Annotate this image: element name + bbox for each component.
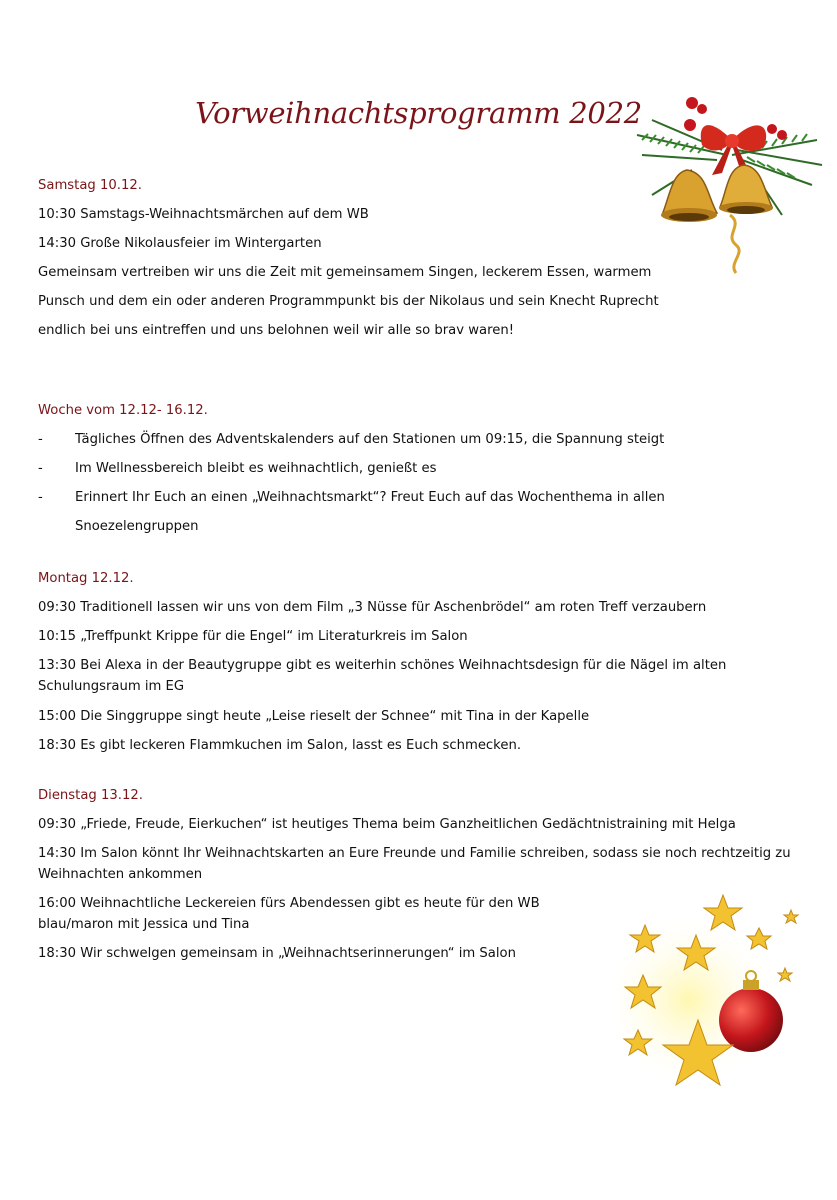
list-item: Im Wellnessbereich bleibt es weihnachtlich, genießt es	[75, 461, 437, 476]
page-title: Vorweihnachtsprogramm 2022	[195, 96, 642, 130]
list-item: 10:30 Samstags-Weihnachtsmärchen auf dem WB	[38, 207, 369, 222]
list-item: 18:30 Es gibt leckeren Flammkuchen im Salon, lasst es Euch schmecken.	[38, 738, 522, 753]
bullet-dash: -	[38, 461, 43, 476]
section-heading-week: Woche vom 12.12- 16.12.	[38, 403, 208, 418]
bullet-dash: -	[38, 432, 43, 447]
list-item: Tägliches Öffnen des Adventskalenders auf den Stationen um 09:15, die Spannung steigt	[75, 432, 665, 447]
list-item: blau/maron mit Jessica und Tina	[38, 917, 250, 932]
bullet-dash: -	[38, 490, 43, 505]
list-item: 18:30 Wir schwelgen gemeinsam in „Weihnachtserinnerungen“ im Salon	[38, 946, 516, 961]
list-item: 10:15 „Treffpunkt Krippe für die Engel“ im Literaturkreis im Salon	[38, 629, 468, 644]
list-item: Gemeinsam vertreiben wir uns die Zeit mit gemeinsamem Singen, leckerem Essen, warmem	[38, 265, 652, 280]
section-heading-saturday: Samstag 10.12.	[38, 178, 142, 193]
list-item: Schulungsraum im EG	[38, 679, 185, 694]
list-item: 09:30 „Friede, Freude, Eierkuchen“ ist heutiges Thema beim Ganzheitlichen Gedächtnistraining mit Helga	[38, 817, 736, 832]
list-item: 13:30 Bei Alexa in der Beautygruppe gibt es weiterhin schönes Weihnachtsdesign für die Nägel im alten	[38, 658, 727, 673]
list-item: Snoezelengruppen	[75, 519, 199, 534]
list-item: endlich bei uns eintreffen und uns belohnen weil wir alle so brav waren!	[38, 323, 514, 338]
list-item: 14:30 Im Salon könnt Ihr Weihnachtskarten an Eure Freunde und Familie schreiben, sodass sie noch rechtzeitig zu	[38, 846, 791, 861]
list-item: 09:30 Traditionell lassen wir uns von dem Film „3 Nüsse für Aschenbrödel“ am roten Treff verzaubern	[38, 600, 707, 615]
section-heading-monday: Montag 12.12.	[38, 571, 134, 586]
christmas-ornament-stars-icon	[613, 890, 818, 1105]
christmas-bells-icon	[632, 95, 827, 280]
list-item: Punsch und dem ein oder anderen Programmpunkt bis der Nikolaus und sein Knecht Ruprecht	[38, 294, 659, 309]
list-item: 16:00 Weihnachtliche Leckereien fürs Abendessen gibt es heute für den WB	[38, 896, 540, 911]
list-item: Erinnert Ihr Euch an einen „Weihnachtsmarkt“? Freut Euch auf das Wochenthema in allen	[75, 490, 665, 505]
list-item: 15:00 Die Singgruppe singt heute „Leise rieselt der Schnee“ mit Tina in der Kapelle	[38, 709, 590, 724]
list-item: 14:30 Große Nikolausfeier im Wintergarten	[38, 236, 322, 251]
section-heading-tuesday: Dienstag 13.12.	[38, 788, 143, 803]
list-item: Weihnachten ankommen	[38, 867, 203, 882]
